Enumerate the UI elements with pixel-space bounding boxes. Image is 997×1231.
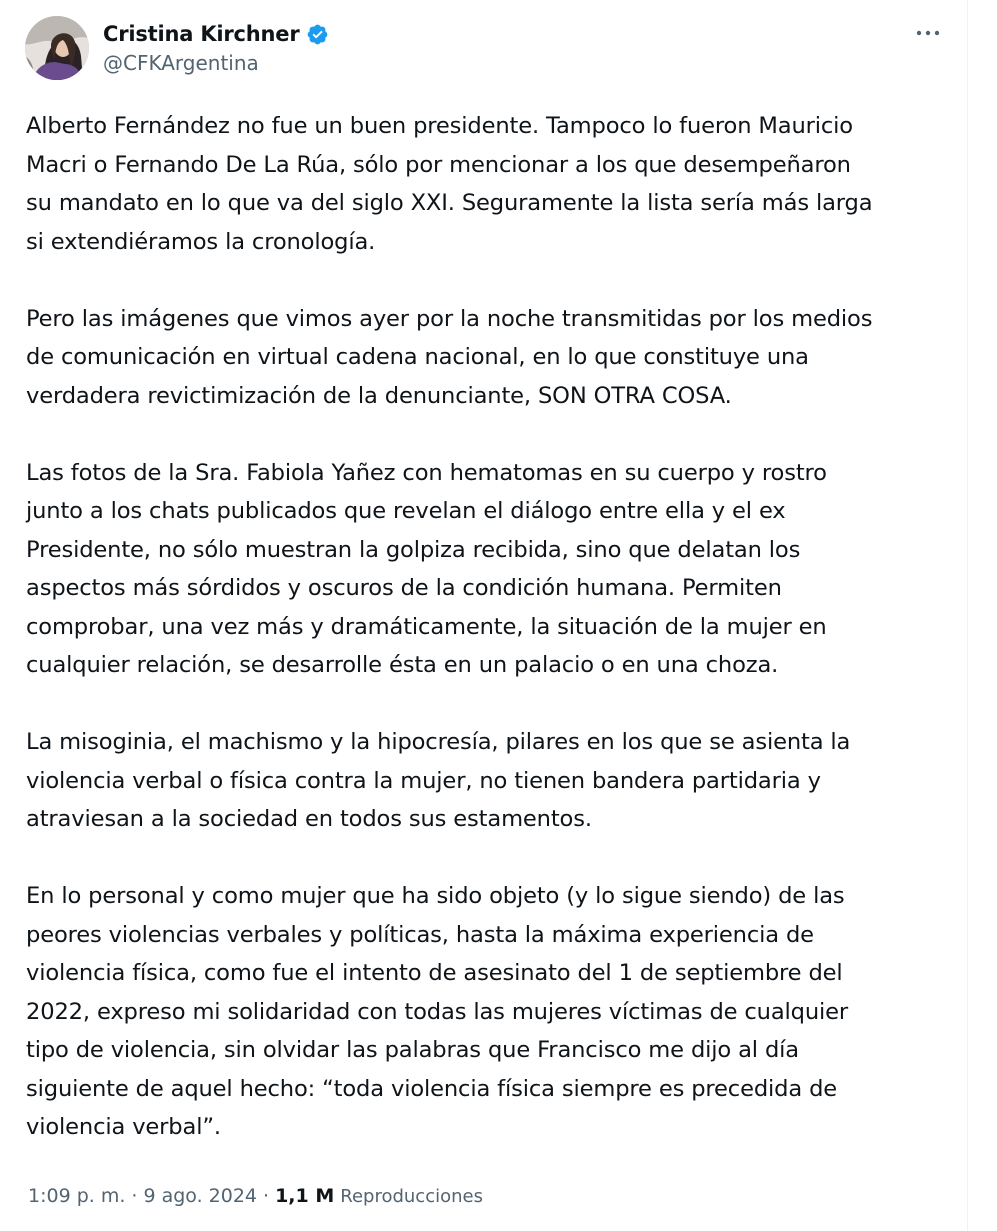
tweet-meta — [28, 1185, 483, 1207]
tweet-text-line: aspectos más sórdidos y oscuros de la condición humana. Permiten — [26, 575, 782, 601]
tweet-text-line: violencia verbal o física contra la mujer, no tienen bandera partidaria y — [26, 767, 821, 794]
tweet-paragraph — [26, 877, 956, 1147]
tweet-date[interactable]: 9 ago. 2024 — [143, 1185, 258, 1207]
views-count: 1,1 M — [275, 1185, 335, 1207]
author-handle[interactable]: @CFKArgentina — [103, 51, 259, 75]
tweet-text-line: Alberto Fernández no fue un buen presidente. Tampoco lo fueron Mauricio — [26, 113, 853, 139]
more-horizontal-icon — [916, 29, 940, 37]
views-label: Reproducciones — [340, 1186, 483, 1207]
avatar[interactable] — [25, 16, 89, 80]
tweet-text-line: Pero las imágenes que vimos ayer por la noche transmitidas por los medios — [26, 305, 873, 332]
tweet-text-line: violencia física, como fue el intento de asesinato del 1 de septiembre del — [26, 960, 843, 986]
tweet-text-line: Macri o Fernando De La Rúa, sólo por mencionar a los que desempeñaron — [26, 151, 851, 178]
author-block — [103, 20, 329, 75]
author-name-row — [103, 20, 329, 48]
tweet-text-line: tipo de violencia, sin olvidar las palabras que Francisco me dijo al día — [26, 1037, 799, 1063]
tweet-text-line: peores violencias verbales y políticas, hasta la máxima experiencia de — [26, 921, 814, 948]
meta-separator: · — [263, 1185, 270, 1207]
tweet-paragraph — [26, 300, 956, 416]
tweet-text-line: comprobar, una vez más y dramáticamente, la situación de la mujer en — [26, 613, 827, 640]
tweet-time[interactable]: 1:09 p. m. — [28, 1185, 126, 1207]
tweet-text-line: La misoginia, el machismo y la hipocresía, pilares en los que se asienta la — [26, 729, 851, 755]
tweet-text-line: si extendiéramos la cronología. — [26, 228, 376, 255]
tweet-text-line: Presidente, no sólo muestran la golpiza recibida, sino que delatan los — [26, 536, 801, 563]
tweet-paragraph — [26, 107, 956, 261]
tweet-text-line: junto a los chats publicados que revelan el diálogo entre ella y el ex — [26, 498, 786, 524]
tweet-text-line: Las fotos de la Sra. Fabiola Yañez con hematomas en su cuerpo y rostro — [26, 459, 827, 486]
tweet-text-line: siguiente de aquel hecho: “toda violencia física siempre es precedida de — [26, 1075, 838, 1102]
author-display-name[interactable]: Cristina Kirchner — [103, 22, 300, 46]
avatar-image — [25, 16, 89, 80]
meta-separator: · — [131, 1185, 138, 1207]
tweet-header — [0, 0, 968, 100]
tweet-text-line: En lo personal y como mujer que ha sido objeto (y lo sigue siendo) de las — [26, 883, 845, 909]
tweet-text-line: verdadera revictimización de la denunciante, SON OTRA COSA. — [26, 382, 732, 409]
tweet-text — [26, 107, 956, 1147]
more-options-button[interactable] — [906, 18, 950, 48]
tweet-paragraph — [26, 454, 956, 685]
tweet-paragraph — [26, 723, 956, 839]
tweet-text-line: atraviesan a la sociedad en todos sus estamentos. — [26, 806, 592, 832]
verified-badge-icon[interactable] — [306, 23, 329, 46]
tweet-text-line: su mandato en lo que va del siglo XXI. Seguramente la lista sería más larga — [26, 190, 873, 216]
tweet-text-line: cualquier relación, se desarrolle ésta en un palacio o en una choza. — [26, 652, 779, 678]
tweet-text-line: 2022, expreso mi solidaridad con todas las mujeres víctimas de cualquier — [26, 998, 849, 1025]
tweet-text-line: violencia verbal”. — [26, 1114, 221, 1140]
tweet-text-line: de comunicación en virtual cadena nacional, en lo que constituye una — [26, 344, 809, 370]
